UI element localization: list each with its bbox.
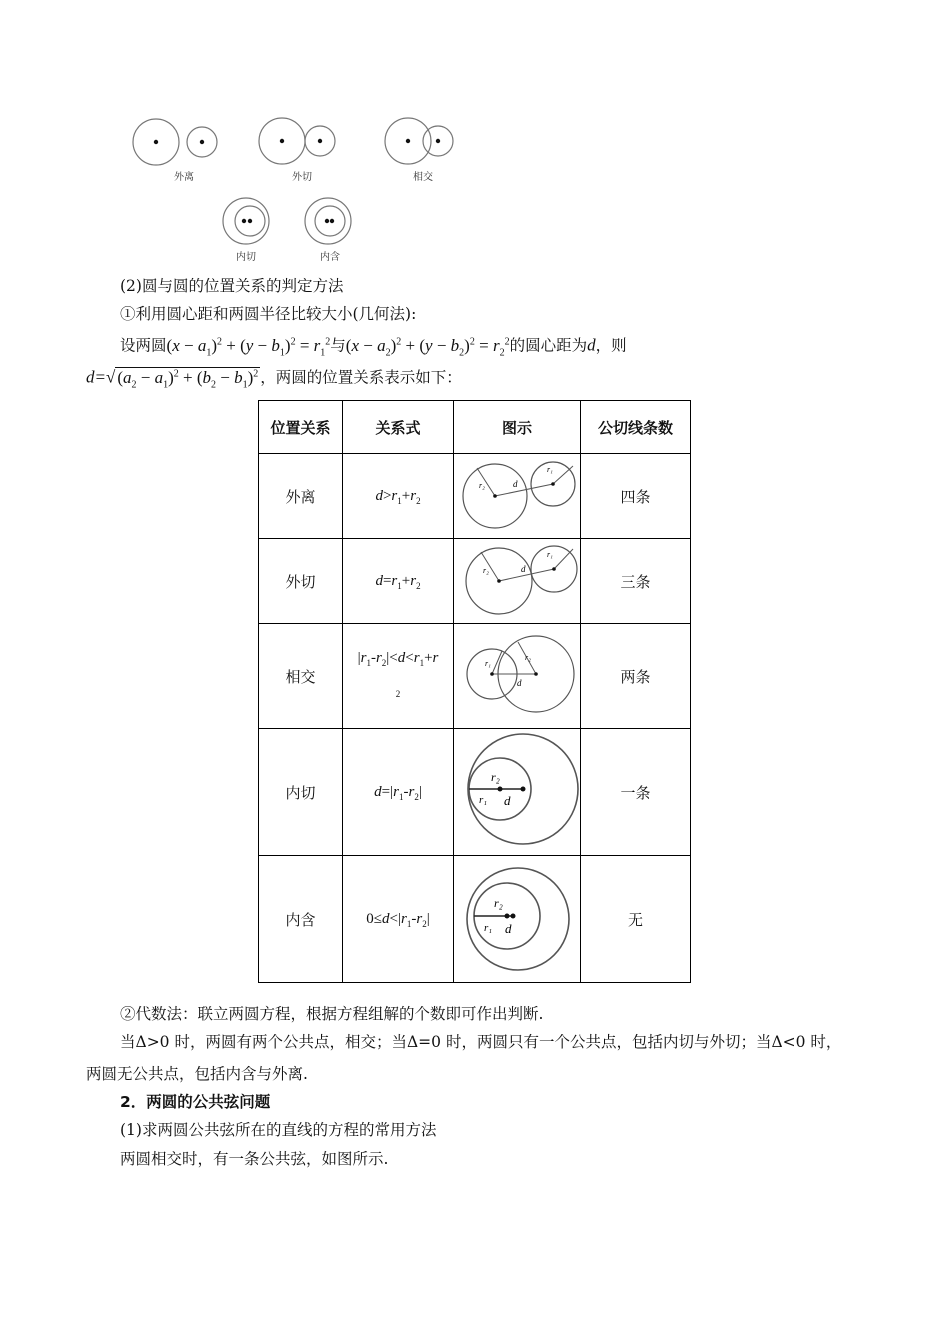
- svg-text:r₁: r₁: [483, 922, 492, 934]
- figure-cell: [454, 539, 581, 624]
- method-algebraic: ②代数法：联立两圆方程，根据方程组解的个数即可作出判断.: [120, 1005, 544, 1023]
- count-cell: 四条: [581, 454, 691, 539]
- figure-separate: [133, 119, 217, 165]
- position-relation-table: [258, 400, 691, 983]
- caption-contain: 内含: [320, 252, 340, 263]
- svg-text:r₁: r₁: [546, 465, 553, 474]
- d-label: d=: [86, 367, 106, 387]
- figure-internal-tangent-detail: [455, 729, 580, 851]
- count-cell: 三条: [581, 539, 691, 624]
- svg-text:r₁: r₁: [546, 550, 553, 559]
- center-dot: [200, 140, 204, 144]
- table-row: [259, 729, 691, 856]
- delta-explanation: 当Δ>0 时，两圆有两个公共点，相交；当Δ=0 时，两圆只有一个公共点，包括内切与外切；当Δ<0 时，: [120, 1033, 842, 1051]
- svg-text:d: d: [520, 564, 525, 574]
- relation-cell: 外切: [259, 539, 343, 624]
- svg-text:r₂: r₂: [524, 653, 531, 662]
- figure-external-tangent-detail: [455, 539, 580, 619]
- figure-cell: [454, 856, 581, 983]
- table-row: [259, 624, 691, 729]
- formula-cell: $d>r_1+r_2$: [343, 454, 454, 539]
- distance-formula: √ $(a_2 - a_1)^2 + (b_2 - b_1)^2$: [105, 367, 259, 391]
- svg-text:d: d: [512, 479, 517, 489]
- svg-text:d: d: [516, 678, 521, 688]
- caption-external-tangent: 外切: [292, 172, 312, 183]
- header-relation: 位置关系: [259, 401, 343, 454]
- table-header-row: [259, 401, 691, 454]
- table-row: [259, 539, 691, 624]
- center-dot: [406, 139, 410, 143]
- center-dot: [280, 139, 284, 143]
- header-tangent-count: 公切线条数: [581, 401, 691, 454]
- table-row: [259, 454, 691, 539]
- svg-text:r₂: r₂: [478, 481, 485, 490]
- setup-prefix: 设两圆: [120, 336, 167, 355]
- relation-cell: 内切: [259, 729, 343, 856]
- formula-cell: $d=|r_1-r_2|$: [343, 729, 454, 856]
- section-2-sub1: (1)求两圆公共弦所在的直线的方程的常用方法: [120, 1121, 437, 1139]
- table-row: [259, 856, 691, 983]
- count-cell: 一条: [581, 729, 691, 856]
- svg-text:d: d: [503, 793, 510, 808]
- section-2-line: 两圆相交时，有一条公共弦，如图所示.: [120, 1150, 389, 1168]
- header-formula: 关系式: [343, 401, 454, 454]
- center-dot: [330, 219, 334, 223]
- circle-equation-1: $(x - a_1)^2 + (y - b_1)^2 = r_1^2$: [166, 335, 331, 359]
- circle-equation-2: $(x - a_2)^2 + (y - b_2)^2 = r_2^2$: [345, 335, 510, 359]
- setup-suffix: 的圆心距为: [509, 336, 588, 355]
- relation-cell: 相交: [259, 624, 343, 729]
- center-dot: [248, 219, 252, 223]
- formula-cell: $d=r_1+r_2$: [343, 539, 454, 624]
- figure-external-tangent: [259, 118, 335, 164]
- caption-separate: 外离: [174, 172, 194, 183]
- formula-cell: $0\le d<|r_1-r_2|$: [343, 856, 454, 983]
- method-geometric: ①利用圆心距和两圆半径比较大小(几何法):: [120, 305, 417, 323]
- figure-separate-detail: [455, 454, 580, 534]
- setup-line: [120, 332, 627, 363]
- setup-end: ，则: [595, 336, 627, 355]
- section-2-heading: 2．两圆的公共弦问题: [120, 1093, 271, 1111]
- center-dot: [154, 140, 158, 144]
- setup-mid: 与: [330, 336, 346, 355]
- svg-text:r₂: r₂: [490, 770, 500, 784]
- count-cell: 无: [581, 856, 691, 983]
- svg-text:r₁: r₁: [478, 794, 487, 806]
- figure-contain-detail: [455, 856, 580, 978]
- figure-cell: [454, 729, 581, 856]
- center-dot: [325, 219, 329, 223]
- svg-text:d: d: [504, 921, 511, 936]
- svg-text:r₁: r₁: [484, 659, 491, 668]
- figure-intersect-detail: [455, 624, 580, 724]
- count-cell: 两条: [581, 624, 691, 729]
- top-circle-figures: [120, 110, 480, 270]
- svg-text:r₂: r₂: [493, 896, 503, 910]
- svg-text:r₂: r₂: [482, 566, 489, 575]
- section-heading: (2)圆与圆的位置关系的判定方法: [120, 277, 344, 295]
- setup-d: d: [587, 335, 596, 355]
- relation-cell: 外离: [259, 454, 343, 539]
- figure-cell: [454, 454, 581, 539]
- header-figure: 图示: [454, 401, 581, 454]
- delta-explanation-cont: 两圆无公共点，包括内含与外离.: [86, 1065, 308, 1083]
- caption-intersect: 相交: [413, 172, 433, 183]
- figure-intersect: [385, 118, 453, 164]
- caption-internal-tangent: 内切: [236, 252, 256, 263]
- center-dot: [436, 139, 440, 143]
- relation-cell: 内含: [259, 856, 343, 983]
- figure-cell: [454, 624, 581, 729]
- formula-cell: $|r_1-r_2|<d<r_1+r$ $_2$: [343, 624, 454, 729]
- center-dot: [242, 219, 246, 223]
- center-dot: [318, 139, 322, 143]
- distance-suffix: ，两圆的位置关系表示如下：: [260, 368, 462, 387]
- distance-line: [86, 364, 462, 395]
